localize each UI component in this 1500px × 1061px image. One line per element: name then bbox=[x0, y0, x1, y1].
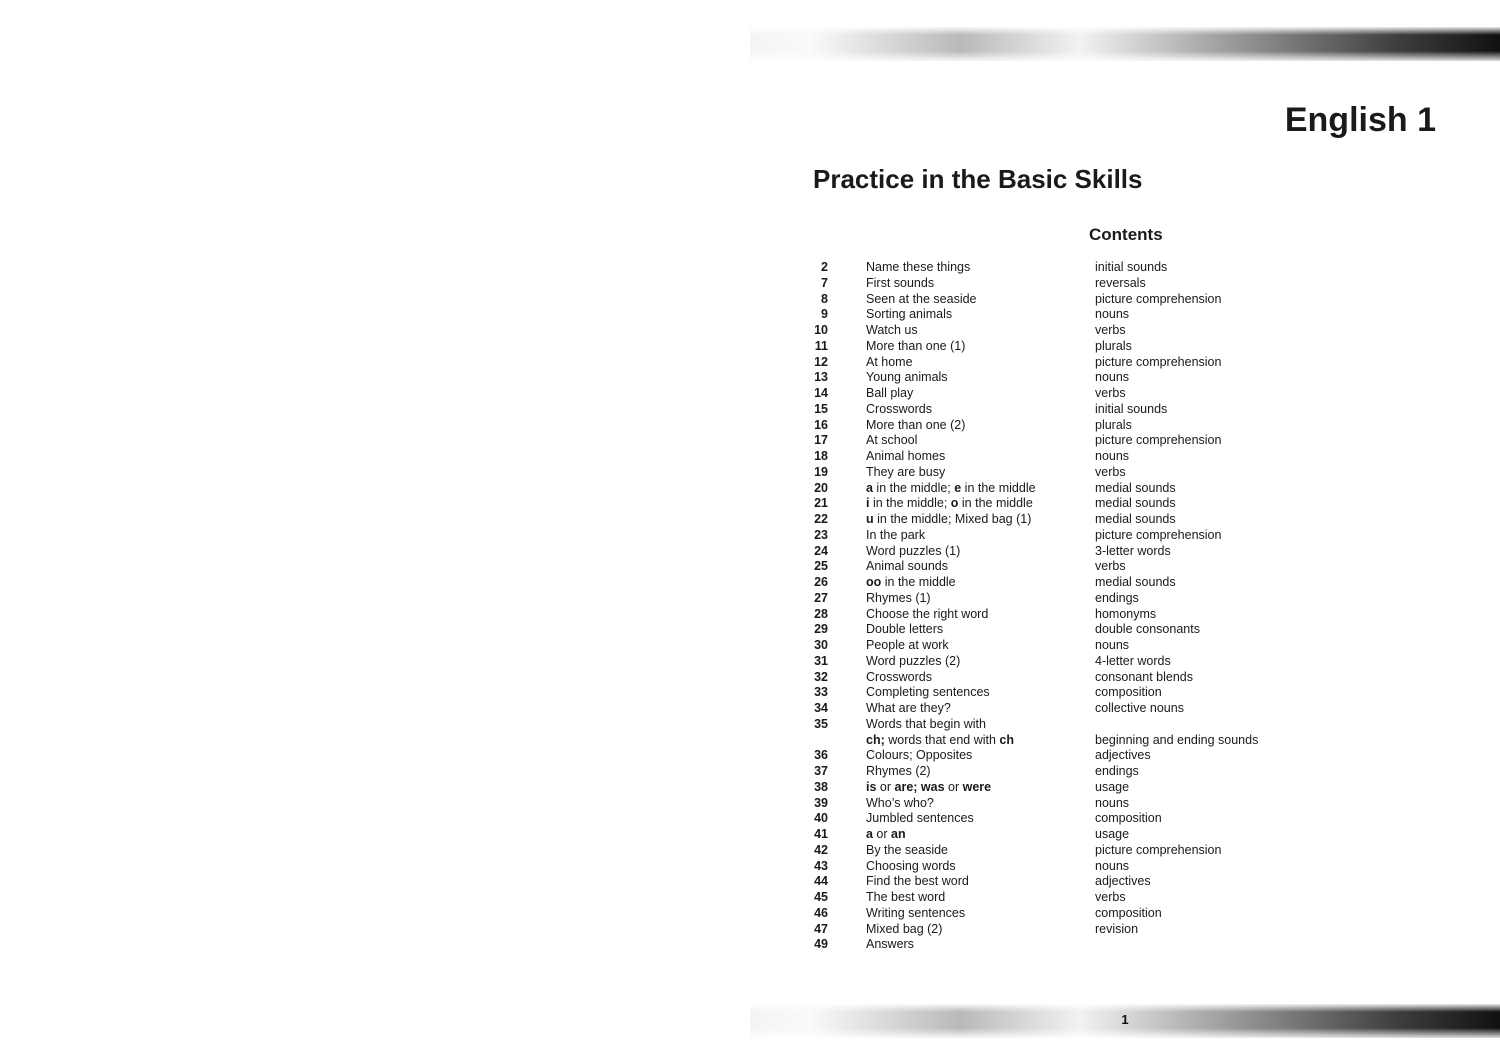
contents-skill: initial sounds bbox=[1095, 260, 1168, 274]
contents-skill: picture comprehension bbox=[1095, 354, 1222, 369]
contents-skill: medial sounds bbox=[1095, 480, 1176, 495]
contents-title-bold-part: is bbox=[866, 779, 877, 794]
contents-title bbox=[866, 638, 949, 654]
contents-page-number: 32 bbox=[814, 669, 828, 684]
contents-title-part: Rhymes (1) bbox=[866, 590, 931, 605]
contents-row bbox=[805, 859, 1405, 875]
contents-title-part: Crosswords bbox=[866, 401, 932, 416]
contents-title-part: The best word bbox=[866, 890, 946, 904]
contents-page-number: 36 bbox=[814, 748, 828, 763]
contents-page-number: 24 bbox=[814, 543, 828, 558]
contents-row bbox=[805, 496, 1405, 512]
contents-page-number: 31 bbox=[814, 653, 828, 668]
contents-title-part: Word puzzles (2) bbox=[866, 653, 961, 668]
contents-page-number: 10 bbox=[814, 323, 828, 337]
contents-title bbox=[866, 922, 942, 938]
contents-row bbox=[805, 528, 1405, 544]
contents-row bbox=[805, 544, 1405, 560]
contents-page-number: 26 bbox=[814, 575, 828, 589]
contents-row bbox=[805, 512, 1405, 528]
contents-title bbox=[866, 323, 918, 339]
contents-skill: picture comprehension bbox=[1095, 433, 1222, 448]
contents-title-bold-part: a bbox=[866, 827, 873, 841]
contents-title-part: Double letters bbox=[866, 622, 944, 637]
contents-title bbox=[866, 307, 952, 323]
contents-row bbox=[805, 937, 1405, 953]
contents-row bbox=[805, 607, 1405, 623]
contents-title-part: Seen at the seaside bbox=[866, 291, 977, 306]
contents-row bbox=[805, 292, 1405, 308]
contents-title-part: Sorting animals bbox=[866, 307, 953, 322]
contents-skill: endings bbox=[1095, 764, 1139, 778]
contents-title bbox=[866, 890, 945, 906]
contents-skill: initial sounds bbox=[1095, 401, 1168, 416]
contents-row bbox=[805, 465, 1405, 481]
contents-title-part: At school bbox=[866, 433, 918, 448]
contents-title-part: Animal sounds bbox=[866, 559, 948, 574]
contents-title-part: Words that begin with bbox=[866, 716, 986, 731]
contents-title-bold-part: are; was bbox=[894, 779, 945, 794]
contents-page-number: 11 bbox=[814, 338, 828, 353]
contents-row bbox=[805, 654, 1405, 670]
contents-title-part: Answers bbox=[866, 937, 914, 952]
contents-title-bold-part: were bbox=[962, 779, 992, 794]
contents-title-bold-part: ch bbox=[999, 732, 1014, 747]
contents-list bbox=[805, 260, 1405, 953]
contents-row bbox=[805, 386, 1405, 402]
contents-page-number: 33 bbox=[814, 685, 828, 700]
contents-skill: nouns bbox=[1095, 449, 1130, 463]
contents-title bbox=[866, 670, 932, 686]
contents-page-number: 28 bbox=[814, 606, 828, 621]
contents-page-number: 17 bbox=[814, 433, 828, 448]
contents-skill: nouns bbox=[1095, 858, 1130, 873]
series-title: English 1 bbox=[1284, 101, 1436, 139]
contents-row bbox=[805, 370, 1405, 386]
contents-page-number: 43 bbox=[814, 858, 828, 873]
contents-title bbox=[866, 528, 925, 544]
contents-title-part: Completing sentences bbox=[866, 685, 990, 700]
contents-skill: composition bbox=[1095, 905, 1162, 920]
contents-title bbox=[866, 717, 986, 733]
contents-page-number: 16 bbox=[814, 417, 828, 432]
contents-title-part: Name these things bbox=[866, 260, 971, 274]
contents-title bbox=[866, 496, 1033, 512]
contents-row bbox=[805, 339, 1405, 355]
contents-title bbox=[866, 906, 965, 922]
contents-skill: picture comprehension bbox=[1095, 291, 1222, 306]
contents-row bbox=[805, 449, 1405, 465]
contents-title-part: Jumbled sentences bbox=[866, 811, 974, 826]
contents-row bbox=[805, 733, 1405, 749]
contents-title bbox=[866, 386, 913, 402]
contents-skill: adjectives bbox=[1095, 748, 1151, 763]
contents-page-number: 18 bbox=[814, 449, 828, 463]
contents-title-part: They are busy bbox=[866, 464, 946, 479]
contents-title bbox=[866, 559, 948, 575]
contents-page-number: 20 bbox=[814, 480, 828, 495]
contents-title-part: Watch us bbox=[866, 323, 918, 337]
contents-skill: verbs bbox=[1095, 464, 1126, 479]
contents-title-bold-part: oo bbox=[866, 575, 882, 589]
contents-title-part: Ball play bbox=[866, 386, 914, 400]
contents-page-number: 13 bbox=[814, 370, 828, 385]
contents-title-part: in the middle bbox=[961, 480, 1036, 495]
contents-row bbox=[805, 922, 1405, 938]
contents-skill: nouns bbox=[1095, 307, 1130, 322]
contents-skill: reversals bbox=[1095, 275, 1146, 290]
contents-title-part: or bbox=[944, 779, 963, 794]
contents-row bbox=[805, 559, 1405, 575]
contents-row bbox=[805, 764, 1405, 780]
contents-heading: Contents bbox=[1089, 225, 1163, 244]
contents-title-part: Word puzzles (1) bbox=[866, 543, 961, 558]
header-gradient-bar bbox=[750, 27, 1500, 61]
contents-row bbox=[805, 276, 1405, 292]
contents-skill: nouns bbox=[1095, 638, 1130, 652]
contents-title bbox=[866, 276, 934, 292]
contents-skill: medial sounds bbox=[1095, 496, 1176, 511]
contents-title bbox=[866, 591, 931, 607]
contents-page-number: 30 bbox=[814, 638, 828, 652]
contents-page-number: 19 bbox=[814, 464, 828, 479]
contents-row bbox=[805, 685, 1405, 701]
contents-row bbox=[805, 307, 1405, 323]
contents-skill: verbs bbox=[1095, 386, 1126, 400]
contents-page-number: 40 bbox=[814, 811, 828, 826]
contents-row bbox=[805, 481, 1405, 497]
contents-row bbox=[805, 827, 1405, 843]
contents-row bbox=[805, 622, 1405, 638]
contents-skill: composition bbox=[1095, 685, 1162, 700]
contents-skill: plurals bbox=[1095, 338, 1132, 353]
contents-title bbox=[866, 701, 951, 717]
contents-title bbox=[866, 433, 917, 449]
contents-title-part: in the middle; bbox=[869, 496, 951, 511]
contents-title bbox=[866, 260, 970, 276]
contents-title-part: or bbox=[872, 827, 892, 841]
contents-title-bold-part: an bbox=[891, 827, 906, 841]
contents-row bbox=[805, 591, 1405, 607]
contents-skill: double consonants bbox=[1095, 622, 1200, 637]
contents-title bbox=[866, 843, 948, 859]
contents-skill: usage bbox=[1095, 827, 1130, 841]
contents-row bbox=[805, 670, 1405, 686]
contents-skill: nouns bbox=[1095, 795, 1130, 810]
contents-title bbox=[866, 512, 1031, 528]
contents-skill: plurals bbox=[1095, 417, 1132, 432]
contents-page-number: 15 bbox=[814, 401, 828, 416]
contents-title bbox=[866, 733, 1014, 749]
contents-skill: medial sounds bbox=[1095, 575, 1176, 589]
contents-title bbox=[866, 575, 956, 591]
contents-skill: verbs bbox=[1095, 890, 1126, 904]
contents-title-part: in the middle bbox=[958, 496, 1033, 511]
contents-title-part: in the middle; Mixed bag (1) bbox=[873, 512, 1032, 526]
contents-title bbox=[866, 685, 990, 701]
contents-row bbox=[805, 323, 1405, 339]
contents-title bbox=[866, 465, 945, 481]
contents-row bbox=[805, 433, 1405, 449]
contents-title-part: Who’s who? bbox=[866, 795, 934, 810]
contents-title bbox=[866, 481, 1036, 497]
contents-row bbox=[805, 748, 1405, 764]
contents-skill: revision bbox=[1095, 921, 1139, 936]
contents-title-part: Young animals bbox=[866, 370, 948, 385]
contents-title-part: in the middle bbox=[881, 575, 956, 589]
contents-page-number: 41 bbox=[814, 827, 828, 841]
page-number: 1 bbox=[1121, 1012, 1129, 1027]
contents-title-part: Colours; Opposites bbox=[866, 748, 973, 763]
contents-skill: picture comprehension bbox=[1095, 842, 1222, 857]
contents-skill: consonant blends bbox=[1095, 669, 1193, 684]
contents-title bbox=[866, 402, 932, 418]
contents-title bbox=[866, 355, 913, 371]
contents-page-number: 25 bbox=[814, 559, 828, 574]
contents-row bbox=[805, 355, 1405, 371]
contents-page-number: 38 bbox=[814, 779, 828, 794]
contents-title-part: Choose the right word bbox=[866, 606, 989, 621]
contents-skill: verbs bbox=[1095, 559, 1126, 574]
contents-skill: endings bbox=[1095, 590, 1139, 605]
contents-title bbox=[866, 811, 974, 827]
contents-skill: nouns bbox=[1095, 370, 1130, 385]
contents-row bbox=[805, 575, 1405, 591]
contents-title-part: First sounds bbox=[866, 275, 935, 290]
contents-title-part: Find the best word bbox=[866, 874, 969, 889]
contents-skill: verbs bbox=[1095, 323, 1126, 337]
contents-title bbox=[866, 874, 969, 890]
contents-title-part: or bbox=[876, 779, 895, 794]
contents-page-number: 49 bbox=[814, 937, 828, 952]
contents-page-number: 42 bbox=[814, 842, 828, 857]
contents-title bbox=[866, 859, 956, 875]
contents-row bbox=[805, 843, 1405, 859]
contents-skill: picture comprehension bbox=[1095, 527, 1222, 542]
contents-title-part: Rhymes (2) bbox=[866, 764, 931, 778]
book-title: Practice in the Basic Skills bbox=[813, 164, 1143, 194]
contents-title-part: More than one (2) bbox=[866, 417, 966, 432]
contents-page-number: 22 bbox=[814, 512, 828, 526]
contents-title-part: In the park bbox=[866, 527, 926, 542]
contents-page-number: 14 bbox=[814, 386, 828, 400]
contents-row bbox=[805, 780, 1405, 796]
contents-title-part: At home bbox=[866, 354, 913, 369]
contents-title bbox=[866, 748, 972, 764]
contents-page bbox=[750, 0, 1500, 1061]
contents-row bbox=[805, 717, 1405, 733]
contents-skill: collective nouns bbox=[1095, 701, 1184, 715]
contents-page-number: 45 bbox=[814, 890, 828, 904]
contents-page-number: 23 bbox=[814, 527, 828, 542]
contents-row bbox=[805, 402, 1405, 418]
contents-title-bold-part: e bbox=[954, 480, 962, 495]
contents-row bbox=[805, 701, 1405, 717]
contents-title-part: Choosing words bbox=[866, 858, 956, 873]
contents-skill: usage bbox=[1095, 779, 1130, 794]
contents-page-number: 2 bbox=[821, 260, 828, 274]
contents-page-number: 27 bbox=[814, 590, 828, 605]
contents-title bbox=[866, 607, 988, 623]
contents-title-part: words that end with bbox=[884, 732, 1000, 747]
contents-title bbox=[866, 370, 948, 386]
contents-title-bold-part: o bbox=[950, 496, 959, 511]
contents-skill: beginning and ending sounds bbox=[1095, 732, 1259, 747]
contents-title bbox=[866, 780, 991, 796]
contents-title-part: By the seaside bbox=[866, 842, 948, 857]
contents-page-number: 7 bbox=[821, 275, 828, 290]
contents-title-part: What are they? bbox=[866, 701, 951, 715]
contents-page-number: 39 bbox=[814, 795, 828, 810]
contents-title bbox=[866, 796, 934, 812]
contents-skill: medial sounds bbox=[1095, 512, 1176, 526]
contents-row bbox=[805, 418, 1405, 434]
contents-title-bold-part: ch; bbox=[866, 732, 885, 747]
contents-title bbox=[866, 544, 960, 560]
contents-page-number: 46 bbox=[814, 905, 828, 920]
contents-title bbox=[866, 654, 960, 670]
contents-page-number: 29 bbox=[814, 622, 828, 637]
contents-page-number: 34 bbox=[814, 701, 828, 715]
contents-skill: 4-letter words bbox=[1095, 653, 1171, 668]
contents-page-number: 44 bbox=[814, 874, 828, 889]
contents-title bbox=[866, 418, 965, 434]
contents-title bbox=[866, 827, 906, 843]
contents-page-number: 35 bbox=[814, 716, 828, 731]
contents-page-number: 12 bbox=[814, 354, 828, 369]
contents-title bbox=[866, 622, 943, 638]
contents-page-number: 47 bbox=[814, 921, 828, 936]
contents-row bbox=[805, 638, 1405, 654]
contents-skill: homonyms bbox=[1095, 606, 1157, 621]
contents-page-number: 9 bbox=[821, 307, 828, 322]
contents-page-number: 8 bbox=[821, 291, 828, 306]
contents-row bbox=[805, 890, 1405, 906]
contents-row bbox=[805, 811, 1405, 827]
contents-title-part: More than one (1) bbox=[866, 338, 966, 353]
contents-title-bold-part: a bbox=[866, 480, 873, 495]
contents-row bbox=[805, 906, 1405, 922]
contents-row bbox=[805, 260, 1405, 276]
contents-skill: adjectives bbox=[1095, 874, 1151, 889]
contents-title-part: People at work bbox=[866, 638, 949, 652]
contents-title bbox=[866, 292, 977, 308]
contents-page-number: 21 bbox=[814, 496, 828, 511]
contents-title bbox=[866, 449, 945, 465]
contents-skill: 3-letter words bbox=[1095, 543, 1171, 558]
contents-title-part: Animal homes bbox=[866, 449, 946, 463]
contents-title bbox=[866, 764, 931, 780]
contents-title-bold-part: u bbox=[866, 512, 874, 526]
contents-title-part: Crosswords bbox=[866, 669, 932, 684]
contents-title-part: Mixed bag (2) bbox=[866, 921, 943, 936]
contents-title bbox=[866, 937, 914, 953]
contents-skill: composition bbox=[1095, 811, 1162, 826]
contents-title bbox=[866, 339, 965, 355]
contents-row bbox=[805, 874, 1405, 890]
contents-page-number: 37 bbox=[814, 764, 828, 778]
contents-title-bold-part: i bbox=[866, 496, 870, 511]
contents-title-part: in the middle; bbox=[872, 480, 955, 495]
contents-row bbox=[805, 796, 1405, 812]
contents-title-part: Writing sentences bbox=[866, 905, 966, 920]
